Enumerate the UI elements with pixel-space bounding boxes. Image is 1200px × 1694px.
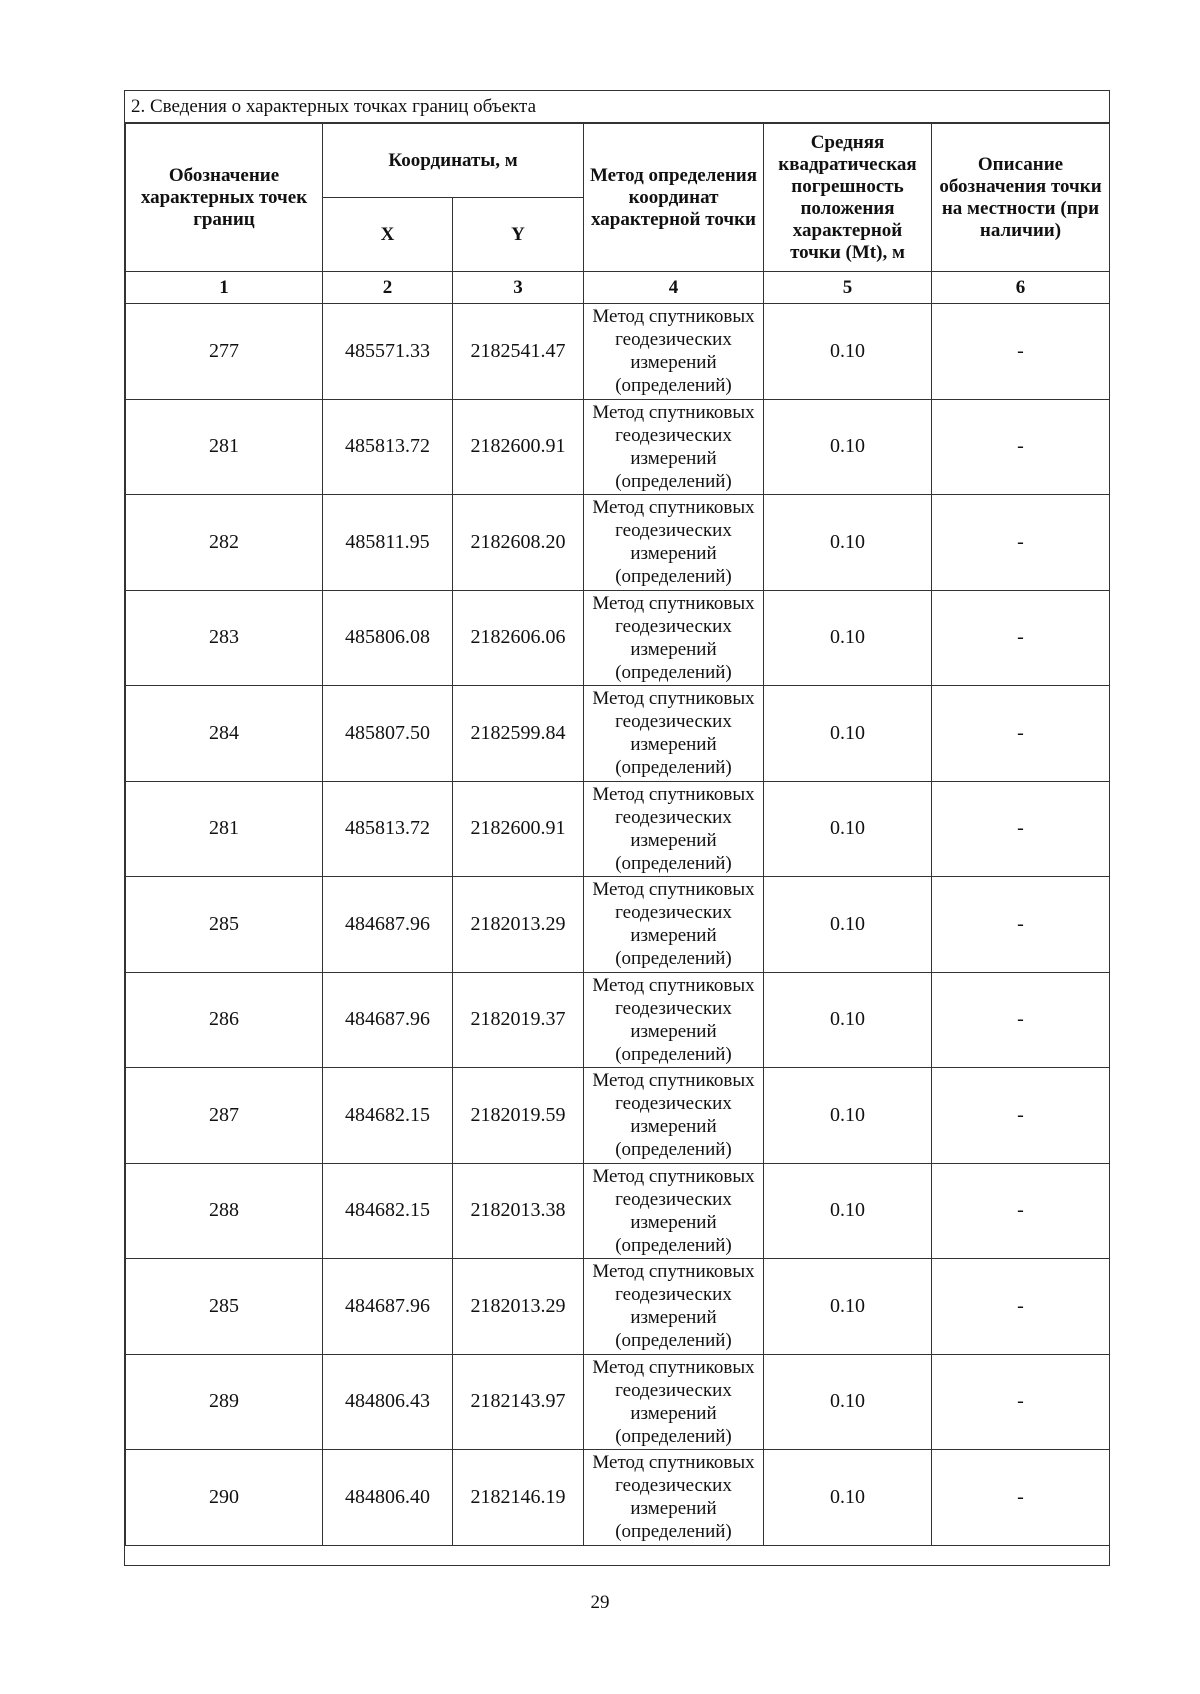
column-number: 2: [323, 272, 453, 304]
point-designation: 282: [126, 495, 323, 591]
column-number: 4: [584, 272, 764, 304]
header-x: X: [323, 198, 453, 272]
method-text: Метод спутниковых геодезических измерений (определений): [584, 399, 764, 495]
column-number: 3: [453, 272, 584, 304]
table-row: [126, 1163, 1110, 1259]
method-text: Метод спутниковых геодезических измерений (определений): [584, 1163, 764, 1259]
coordinate-y: 2182599.84: [453, 686, 584, 782]
point-description: -: [932, 1068, 1110, 1164]
coordinate-y: 2182013.29: [453, 1259, 584, 1355]
point-designation: 285: [126, 877, 323, 973]
method-text: Метод спутниковых геодезических измерений (определений): [584, 877, 764, 973]
point-designation: 289: [126, 1354, 323, 1450]
point-description: -: [932, 1259, 1110, 1355]
table-row: [126, 1450, 1110, 1546]
coordinate-y: 2182013.29: [453, 877, 584, 973]
table-row: [126, 495, 1110, 591]
coordinate-x: 484806.40: [323, 1450, 453, 1546]
coordinate-x: 484687.96: [323, 877, 453, 973]
error-value: 0.10: [764, 399, 932, 495]
coordinate-y: 2182146.19: [453, 1450, 584, 1546]
coordinate-x: 484687.96: [323, 1259, 453, 1355]
coordinate-x: 484687.96: [323, 972, 453, 1068]
method-text: Метод спутниковых геодезических измерений (определений): [584, 1450, 764, 1546]
coordinate-y: 2182600.91: [453, 781, 584, 877]
point-description: -: [932, 877, 1110, 973]
point-designation: 281: [126, 781, 323, 877]
coordinate-x: 484682.15: [323, 1163, 453, 1259]
point-designation: 283: [126, 590, 323, 686]
point-description: -: [932, 1450, 1110, 1546]
coordinate-y: 2182541.47: [453, 304, 584, 400]
table-row: [126, 1259, 1110, 1355]
point-designation: 281: [126, 399, 323, 495]
table-row: [126, 781, 1110, 877]
error-value: 0.10: [764, 972, 932, 1068]
header-designation: Обозначение характерных точек границ: [126, 124, 323, 272]
method-text: Метод спутниковых геодезических измерений (определений): [584, 686, 764, 782]
error-value: 0.10: [764, 1450, 932, 1546]
section-title: 2. Сведения о характерных точках границ объекта: [125, 91, 1109, 123]
point-designation: 277: [126, 304, 323, 400]
page-number: 29: [590, 1592, 610, 1613]
error-value: 0.10: [764, 781, 932, 877]
point-description: -: [932, 590, 1110, 686]
table-row: [126, 1068, 1110, 1164]
error-value: 0.10: [764, 590, 932, 686]
coordinate-x: 484682.15: [323, 1068, 453, 1164]
point-description: -: [932, 686, 1110, 782]
point-designation: 287: [126, 1068, 323, 1164]
coordinate-x: 484806.43: [323, 1354, 453, 1450]
point-designation: 284: [126, 686, 323, 782]
document-frame: [124, 90, 1110, 1566]
point-designation: 288: [126, 1163, 323, 1259]
point-designation: 285: [126, 1259, 323, 1355]
method-text: Метод спутниковых геодезических измерений (определений): [584, 1068, 764, 1164]
column-number: 5: [764, 272, 932, 304]
point-description: -: [932, 1163, 1110, 1259]
error-value: 0.10: [764, 304, 932, 400]
coordinate-y: 2182600.91: [453, 399, 584, 495]
header-method: Метод определения координат характерной точки: [584, 124, 764, 272]
table-body: [126, 304, 1110, 1546]
header-description: Описание обозначения точки на местности (при наличии): [932, 124, 1110, 272]
error-value: 0.10: [764, 1259, 932, 1355]
table-row: [126, 686, 1110, 782]
coordinate-y: 2182608.20: [453, 495, 584, 591]
error-value: 0.10: [764, 686, 932, 782]
point-designation: 290: [126, 1450, 323, 1546]
error-value: 0.10: [764, 1163, 932, 1259]
point-description: -: [932, 972, 1110, 1068]
point-designation: 286: [126, 972, 323, 1068]
table-row: [126, 399, 1110, 495]
header-y: Y: [453, 198, 584, 272]
point-description: -: [932, 399, 1110, 495]
header-error: Средняя квадратическая погрешность положения характерной точки (Mt), м: [764, 124, 932, 272]
point-description: -: [932, 495, 1110, 591]
coordinate-x: 485807.50: [323, 686, 453, 782]
table-row: [126, 304, 1110, 400]
coordinate-y: 2182143.97: [453, 1354, 584, 1450]
table-row: [126, 877, 1110, 973]
coordinate-y: 2182019.59: [453, 1068, 584, 1164]
error-value: 0.10: [764, 877, 932, 973]
column-number: 1: [126, 272, 323, 304]
point-description: -: [932, 304, 1110, 400]
error-value: 0.10: [764, 1354, 932, 1450]
coordinate-x: 485813.72: [323, 781, 453, 877]
coordinate-x: 485813.72: [323, 399, 453, 495]
error-value: 0.10: [764, 1068, 932, 1164]
coordinate-x: 485811.95: [323, 495, 453, 591]
point-description: -: [932, 781, 1110, 877]
method-text: Метод спутниковых геодезических измерений (определений): [584, 495, 764, 591]
coordinate-y: 2182013.38: [453, 1163, 584, 1259]
column-number: 6: [932, 272, 1110, 304]
table-row: [126, 1354, 1110, 1450]
header-coordinates: Координаты, м: [323, 124, 584, 198]
method-text: Метод спутниковых геодезических измерений (определений): [584, 781, 764, 877]
method-text: Метод спутниковых геодезических измерений (определений): [584, 590, 764, 686]
error-value: 0.10: [764, 495, 932, 591]
method-text: Метод спутниковых геодезических измерений (определений): [584, 1259, 764, 1355]
coordinate-y: 2182606.06: [453, 590, 584, 686]
table-row: [126, 590, 1110, 686]
table-row: [126, 972, 1110, 1068]
coordinate-x: 485571.33: [323, 304, 453, 400]
coordinate-x: 485806.08: [323, 590, 453, 686]
boundary-points-table: [125, 123, 1110, 1546]
point-description: -: [932, 1354, 1110, 1450]
method-text: Метод спутниковых геодезических измерений (определений): [584, 304, 764, 400]
coordinate-y: 2182019.37: [453, 972, 584, 1068]
method-text: Метод спутниковых геодезических измерений (определений): [584, 1354, 764, 1450]
method-text: Метод спутниковых геодезических измерений (определений): [584, 972, 764, 1068]
